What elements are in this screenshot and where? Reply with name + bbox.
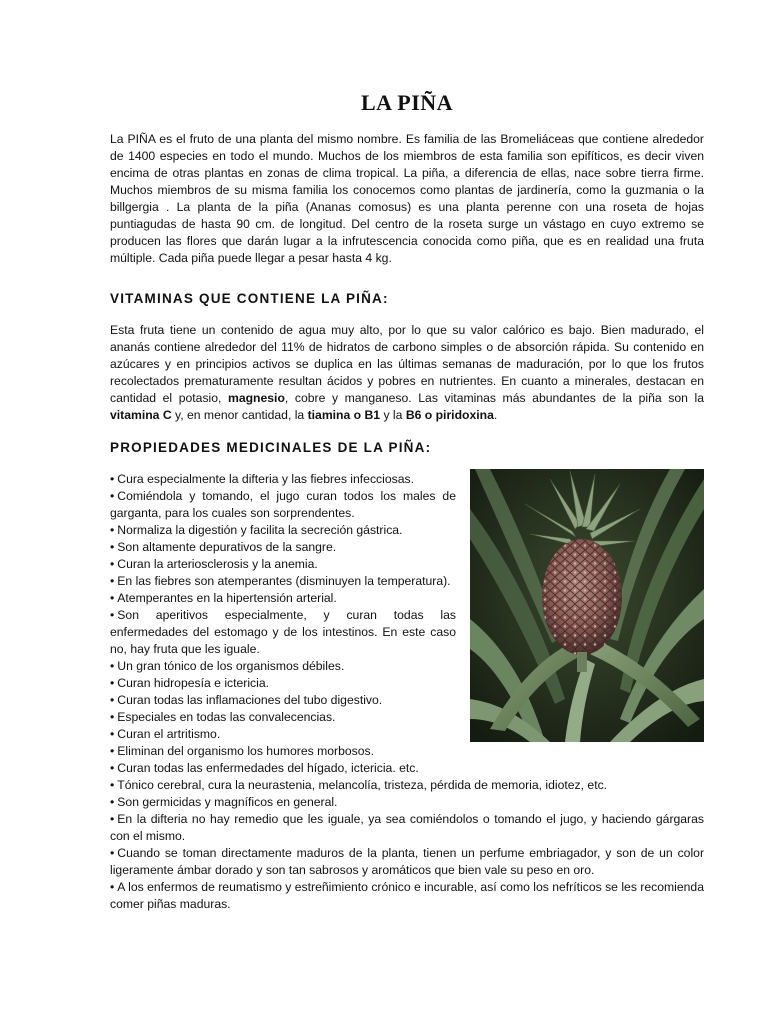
- bullet-icon: •: [110, 676, 115, 690]
- bullet-icon: •: [110, 540, 115, 554]
- list-item-text: En la difteria no hay remedio que les iguale, ya sea comiéndolos o tomando el jugo, y haciendo gárgaras con el mismo.: [110, 812, 704, 843]
- bullet-icon: •: [110, 778, 115, 792]
- list-item-text: Curan todas las inflamaciones del tubo digestivo.: [117, 693, 383, 707]
- bullet-icon: •: [110, 523, 115, 537]
- bullet-icon: •: [110, 608, 115, 622]
- bullet-icon: •: [110, 574, 115, 588]
- list-item-text: Especiales en todas las convalecencias.: [117, 710, 336, 724]
- bullet-icon: •: [110, 489, 115, 503]
- vitaminas-text: Esta fruta tiene un contenido de agua muy alto, por lo que su valor calórico es bajo. Bien madurado, el ananás contiene alrededor del 11% de hidratos de carbono simples o de absorción rápida. Su contenido en azúcares y en principios activos se duplica en las últimas semanas de maduración, por lo que los frutos recolectados prematuramente resultan ácidos y pobres en nutrientes. En cuanto a minerales, destacan en cantidad el potasio,: [110, 323, 704, 405]
- list-item: [110, 743, 704, 760]
- list-item-text: Son aperitivos especialmente, y curan todas las enfermedades del estomago y de los intestinos. En este caso no, hay fruta que les iguale.: [110, 608, 456, 656]
- bullet-icon: •: [110, 557, 115, 571]
- list-item-text: Tónico cerebral, cura la neurastenia, melancolía, tristeza, pérdida de memoria, idiotez, etc.: [117, 778, 608, 792]
- list-item-text: En las fiebres son atemperantes (disminuyen la temperatura).: [117, 574, 451, 588]
- list-item-text: Curan hidropesía e ictericia.: [117, 676, 270, 690]
- list-item: [110, 794, 704, 811]
- page-title: LA PIÑA: [360, 90, 454, 115]
- list-item-text: Curan todas las enfermedades del hígado, ictericia. etc.: [117, 761, 419, 775]
- list-item-text: Eliminan del organismo los humores morbosos.: [117, 744, 375, 758]
- list-item-text: Un gran tónico de los organismos débiles.: [117, 659, 345, 673]
- bullet-icon: •: [110, 710, 115, 724]
- list-item-text: Normaliza la digestión y facilita la secreción gástrica.: [117, 523, 403, 537]
- bullet-icon: •: [110, 795, 115, 809]
- bullet-icon: •: [110, 472, 115, 486]
- list-item-text: A los enfermos de reumatismo y estreñimiento crónico e incurable, así como los nefríticos se les recomienda comer piñas maduras.: [110, 880, 704, 911]
- bullet-icon: •: [110, 812, 115, 826]
- list-item-text: Cura especialmente la difteria y las fiebres infecciosas.: [117, 472, 414, 486]
- bullet-icon: •: [110, 744, 115, 758]
- bullet-icon: •: [110, 727, 115, 741]
- list-item-text: Curan la arteriosclerosis y la anemia.: [117, 557, 318, 571]
- list-item-text: Curan el artritismo.: [117, 727, 221, 741]
- bullet-icon: •: [110, 659, 115, 673]
- list-item: [110, 777, 704, 794]
- vitaminas-heading: VITAMINAS QUE CONTIENE LA PIÑA:: [110, 291, 389, 306]
- intro-paragraph: La PIÑA es el fruto de una planta del mismo nombre. Es familia de las Bromeliáceas que contiene alrededor de 1400 especies en todo el mundo. Muchos de los miembros de esta familia son epifíticos, es decir viven encima de otras plantas en zonas de clima tropical. La piña, a diferencia de ellas, nace sobre tierra firme. Muchos miembros de su misma familia los conocemos como plantas de jardinería, como la guzmania o la billgergia . La planta de la piña (Ananas comosus) es una planta perenne con una roseta de hojas puntiagudas de hasta 90 cm. de longitud. Del centro de la roseta surge un vástago en cuyo extremo se producen las flores que darán lugar a la infrutescencia conocida como piña, que es en realidad una fruta múltiple. Cada piña puede llegar a pesar hasta 4 kg.: [110, 132, 704, 265]
- vitaminas-bold-tiamina: tiamina o B1: [307, 408, 381, 422]
- propiedades-heading: PROPIEDADES MEDICINALES DE LA PIÑA:: [110, 440, 432, 455]
- vitaminas-text: , cobre y manganeso. Las vitaminas más abundantes de la piña son la: [284, 391, 704, 405]
- vitaminas-bold-vitamina-c: vitamina C: [110, 408, 172, 422]
- list-item: [110, 845, 704, 879]
- list-item-text: Atemperantes en la hipertensión arterial.: [117, 591, 337, 605]
- bullet-icon: •: [110, 761, 115, 775]
- bullet-icon: •: [110, 693, 115, 707]
- propiedades-section: [110, 471, 704, 913]
- vitaminas-bold-b6: B6 o piridoxina: [405, 408, 494, 422]
- list-item: [110, 760, 704, 777]
- list-item-text: Son germicidas y magníficos en general.: [117, 795, 338, 809]
- vitaminas-paragraph: [110, 322, 704, 424]
- list-item: [110, 811, 704, 845]
- vitaminas-text: y, en menor cantidad, la: [171, 408, 308, 422]
- pineapple-photo: [470, 469, 704, 742]
- bullet-icon: •: [110, 880, 115, 894]
- vitaminas-text: y la: [380, 408, 406, 422]
- list-item-text: Cuando se toman directamente maduros de la planta, tienen un perfume embriagador, y son de un color ligeramente ámbar dorado y son tan sabrosos y aromáticos que bien vale su peso en oro.: [110, 846, 704, 877]
- vitaminas-bold-magnesio: magnesio: [228, 391, 285, 405]
- bullet-icon: •: [110, 846, 115, 860]
- vitaminas-text: .: [493, 408, 498, 422]
- list-item-text: Son altamente depurativos de la sangre.: [117, 540, 337, 554]
- bullet-icon: •: [110, 591, 115, 605]
- list-item: [110, 879, 704, 913]
- document-page: [110, 90, 704, 913]
- list-item-text: Comiéndola y tomando, el jugo curan todos los males de garganta, para los cuales son sorprendentes.: [110, 489, 456, 520]
